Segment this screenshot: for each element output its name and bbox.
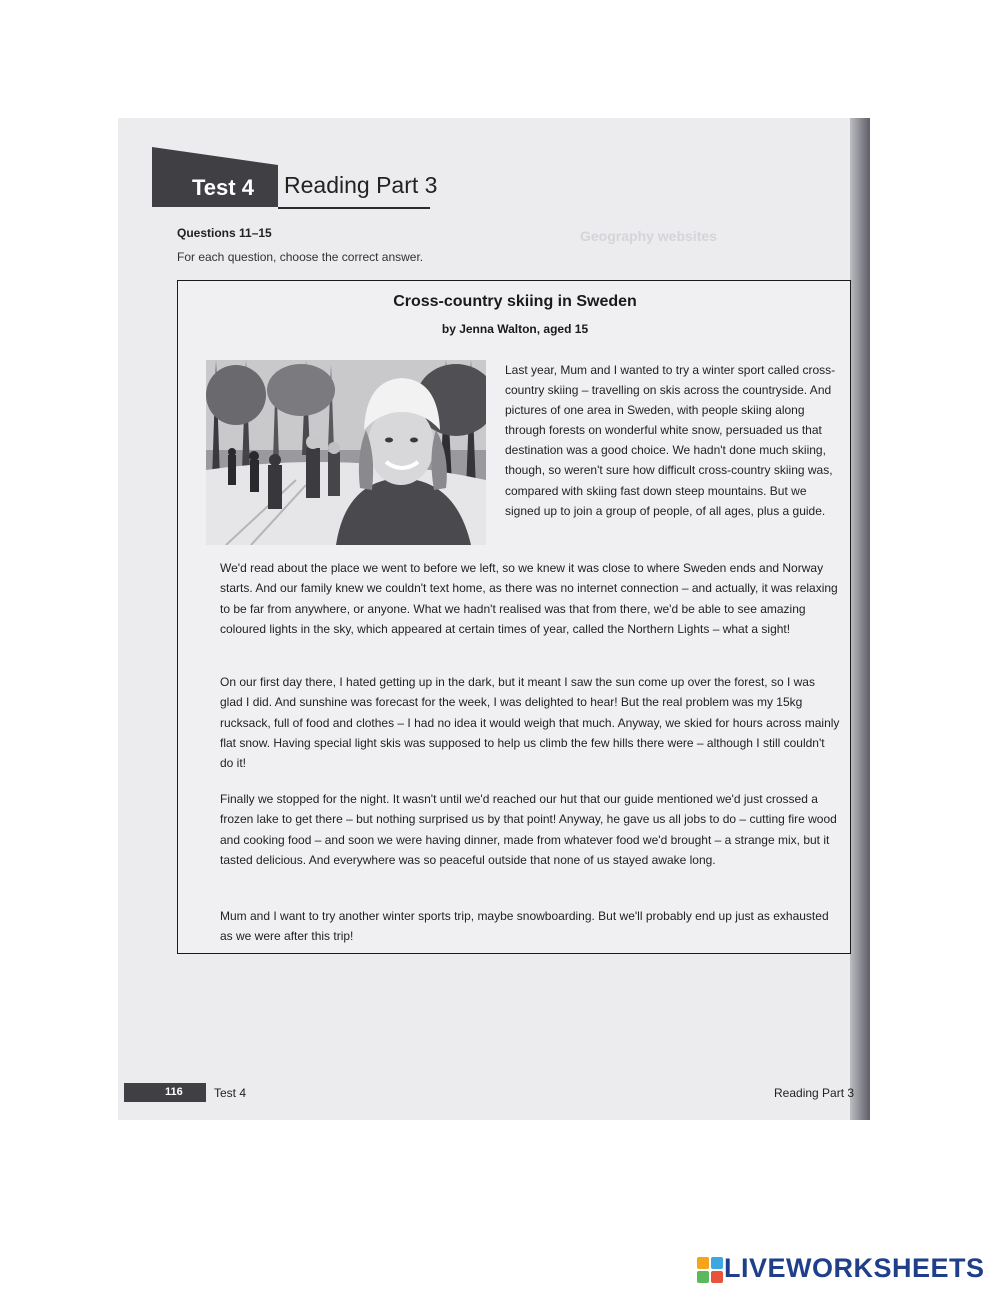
page-number: 116 bbox=[165, 1086, 183, 1098]
liveworksheets-logo-icon bbox=[697, 1257, 723, 1283]
questions-range: Questions 11–15 bbox=[177, 226, 272, 240]
article-box bbox=[177, 280, 851, 954]
footer-section-label: Reading Part 3 bbox=[774, 1086, 855, 1100]
article-paragraph-3: On our first day there, I hated getting up in the dark, but it meant I saw the sun come up over the forest, so I was glad I did. And sunshine was forecast for the week, I was delighted to hear! But the real problem was my 15kg rucksack, full of food and clothes – I had no idea it would weigh that much. Anyway, we skied for hours across mainly flat snow. Having special light skis was supposed to help us climb the few hills there were – although I still couldn't do it! bbox=[220, 675, 840, 771]
liveworksheets-watermark: LIVEWORKSHEETS bbox=[724, 1253, 985, 1283]
footer-test-label: Test 4 bbox=[214, 1086, 247, 1100]
article-paragraph-5: Mum and I want to try another winter sports trip, maybe snowboarding. But we'll probably end up just as exhausted as we were after this trip! bbox=[220, 909, 829, 944]
bleed-through-title: Geography websites bbox=[580, 228, 717, 244]
skiers-photo bbox=[206, 360, 486, 545]
page-binding-shadow bbox=[850, 118, 870, 1120]
article-paragraph-1: Last year, Mum and I wanted to try a winter sport called cross-country skiing – travelling on skis across the countryside. And pictures of one area in Sweden, with people skiing along through forests on wonderful white snow, persuaded us that destination was a good choice. We hadn't done much skiing, though, so weren't sure how difficult cross-country skiing was, compared with skiing fast down steep mountains. But we signed up to join a group of people, of all ages, plus a guide. bbox=[505, 363, 836, 518]
article-title: Cross-country skiing in Sweden bbox=[393, 293, 637, 310]
article-byline: by Jenna Walton, aged 15 bbox=[441, 322, 589, 336]
article-paragraph-4: Finally we stopped for the night. It wasn't until we'd reached our hut that our guide mentioned we'd just crossed a frozen lake to get there – but nothing surprised us by that point! Anyway, he gave us all jobs to do – cutting fire wood and cooking food – and soon we were having dinner, made from whatever food we'd brought – a strange mix, but it tasted delicious. And everywhere was so peaceful outside that none of us stayed awake long. bbox=[220, 792, 837, 867]
article-paragraph-2: We'd read about the place we went to before we left, so we knew it was close to where Sweden ends and Norway starts. And our family knew we couldn't text home, as there was no internet connection – and actually, it was relaxing to be far from anywhere, or anyone. What we hadn't realised was that from there, we'd be able to see amazing coloured lights in the sky, which appeared at certain times of year, called the Northern Lights – what a sight! bbox=[220, 561, 838, 636]
section-title: Reading Part 3 bbox=[284, 172, 438, 198]
instructions: For each question, choose the correct answer. bbox=[177, 250, 424, 264]
header-underline bbox=[278, 207, 430, 209]
test-label: Test 4 bbox=[192, 175, 254, 200]
skiers-photo-illustration bbox=[206, 360, 486, 545]
